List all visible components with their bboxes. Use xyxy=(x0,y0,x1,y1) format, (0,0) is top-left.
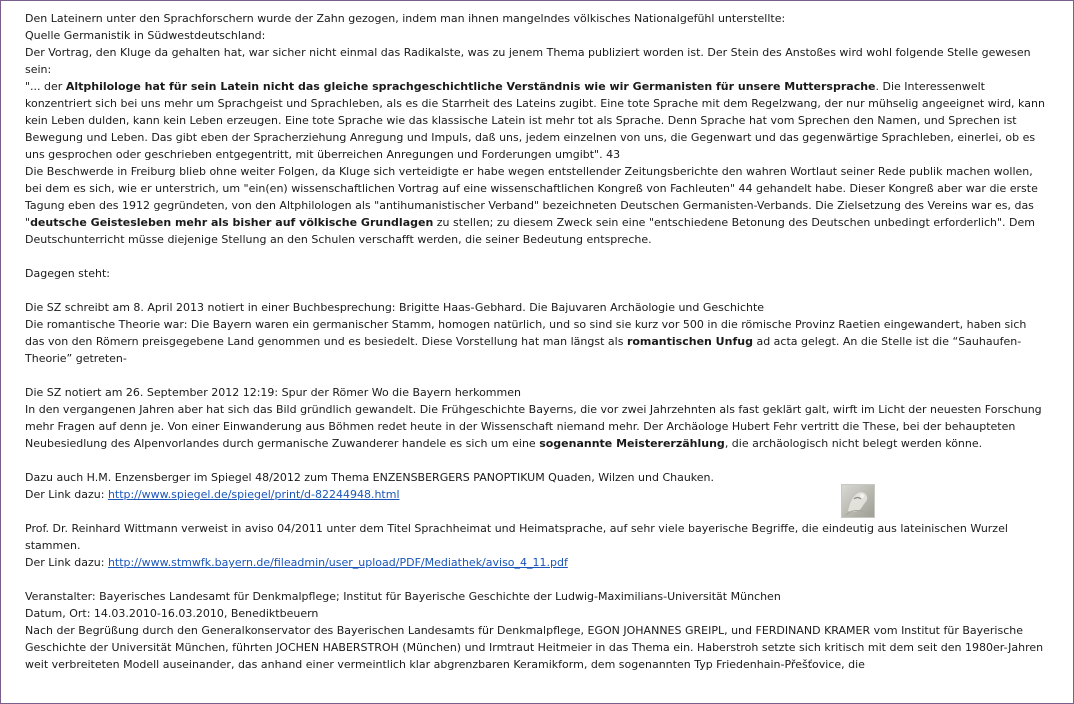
spacer xyxy=(25,571,1047,588)
bold-phrase: sogenannte Meistererzählung xyxy=(539,437,725,450)
text-paragraph: Nach der Begrüßung durch den Generalkonservator des Bayerischen Landesamts für Denkmalpflege, EGON JOHANNES GREIPL, und FERDINAND KRAMER vom Institut für Bayerische Geschichte der Universität München, führten JOCHEN HABERSTROH (München) und Irmtraut Heitmeier in das Thema ein. Haberstroh setzte sich kritisch mit dem seit den 1980er-Jahren weit verbreiteten Modell auseinander, das anhand einer vermeintlich klar abgrenzbaren Keramikform, dem sogenannten Typ Friedenhain-Přešťovice, die xyxy=(25,624,1044,671)
link-line: Der Link dazu: http://www.spiegel.de/spiegel/print/d-82244948.html xyxy=(25,488,400,501)
text-line: Den Lateinern unter den Sprachforschern wurde der Zahn gezogen, indem man ihnen mangelndes völkisches Nationalgefühl unterstellte: xyxy=(25,12,786,25)
quote-paragraph: "... der Altphilologe hat für sein Latein nicht das gleiche sprachgeschichtliche Verständnis wie wir Germanisten für unsere Muttersprache. Die Interessenwelt konzentriert sich bei uns mehr um Sprachgeist und Sprachleben, als es die Starrheit des Lateins zugibt. Eine tote Sprache mit dem Regelzwang, der nur mühselig angeeignet wird, kann kein Leben dulden, kann kein Leben erzeugen. Eine tote Sprache wie das klassische Latein ist mehr tot als Sprache. Denn Sprache hat vom Sprechen den Namen, und Sprechen ist Bewegung und Leben. Das gibt eben der Spracherziehung Anregung und Impuls, daß uns, jedem einzelnen von uns, die Gegenwart und das gegenwärtige Sprachleben, einerlei, ob es uns gesprochen oder geschrieben entgegentritt, mit überreichen Anregungen und Forderungen umgibt". 43 xyxy=(25,80,1045,161)
bold-phrase: romantischen Unfug xyxy=(626,335,753,348)
spacer xyxy=(25,503,1047,520)
link-line: Der Link dazu: http://www.stmwfk.bayern.de/fileadmin/user_upload/PDF/Mediathek/aviso_4_11.pdf xyxy=(25,556,568,569)
document-body xyxy=(25,10,1047,673)
text-line: Veranstalter: Bayerisches Landesamt für Denkmalpflege; Institut für Bayerische Geschichte der Ludwig-Maximilians-Universität München xyxy=(25,590,781,603)
text-line: Dazu auch H.M. Enzensberger im Spiegel 48/2012 zum Thema ENZENSBERGERS PANOPTIKUM Quaden, Wilzen und Chauken. xyxy=(25,471,715,484)
text-line: Die SZ schreibt am 8. April 2013 notiert in einer Buchbesprechung: Brigitte Haas-Gebhard. Die Bajuvaren Archäologie und Geschichte xyxy=(25,301,765,314)
aviso-pdf-link[interactable]: http://www.stmwfk.bayern.de/fileadmin/user_upload/PDF/Mediathek/aviso_4_11.pdf xyxy=(107,556,568,569)
text-paragraph: Prof. Dr. Reinhard Wittmann verweist in aviso 04/2011 unter dem Titel Sprachheimat und Heimatsprache, auf sehr viele bayerische Begriffe, die eindeutig aus lateinischen Wurzel stammen. xyxy=(25,522,1008,552)
relief-sculpture-icon xyxy=(841,484,875,518)
text-paragraph: Der Vortrag, den Kluge da gehalten hat, war sicher nicht einmal das Radikalste, was zu jenem Thema publiziert worden ist. Der Stein des Anstoßes wird wohl folgende Stelle gewesen sein: xyxy=(25,46,1031,76)
text-line: Datum, Ort: 14.03.2010-16.03.2010, Benediktbeuern xyxy=(25,607,319,620)
spacer xyxy=(25,452,1047,469)
text-line: Quelle Germanistik in Südwestdeutschland: xyxy=(25,29,266,42)
text-paragraph: Die romantische Theorie war: Die Bayern waren ein germanischer Stamm, homogen natürlich, und so sind sie kurz vor 500 in die römische Provinz Raetien eingewandert, haben sich das von den Römern preisgegebene Land genommen und es besiedelt. Diese Vorstellung hat man längst als romantischen Unfug ad acta gelegt. An die Stelle ist die “Sauhaufen-Theorie” getreten- xyxy=(25,318,1027,365)
spacer xyxy=(25,367,1047,384)
bold-phrase: deutsche Geistesleben mehr als bisher auf völkische Grundlagen xyxy=(30,216,434,229)
text-paragraph: Die Beschwerde in Freiburg blieb ohne weiter Folgen, da Kluge sich verteidigte er habe wegen entstellender Zeitungsberichte den wahren Wortlaut seiner Rede publik machen wollen, bei dem es sich, wie er unterstrich, um "ein(en) wissenschaftlichen Vortrag auf eine wissenschaftlichen Kongreß von Fachleuten" 44 gehandelt habe. Dieser Kongreß aber war die erste Tagung eben des 1912 gegründeten, von den Altphilologen als "antihumanistischer Verband" bezeichneten Deutschen Germanisten-Verbands. Die Zielsetzung des Vereins war es, das "deutsche Geistesleben mehr als bisher auf völkische Grundlagen zu stellen; zu diesem Zweck sein eine "entschiedene Betonung des Deutschen unbedingt erforderlich". Dem Deutschunterricht müsse diejenige Stellung an den Schulen verschafft werden, die seiner Bedeutung entspreche. xyxy=(25,165,1038,246)
relief-sculpture-graphic xyxy=(842,485,874,517)
text-line: Die SZ notiert am 26. September 2012 12:19: Spur der Römer Wo die Bayern herkommen xyxy=(25,386,521,399)
text-paragraph: In den vergangenen Jahren aber hat sich das Bild gründlich gewandelt. Die Frühgeschichte Bayerns, die vor zwei Jahrzehnten als fast geklärt galt, wirft im Licht der neuesten Forschung mehr Fragen auf denn je. Von einer Einwanderung aus Böhmen redet heute in der Wissenschaft niemand mehr. Der Archäologe Hubert Fehr vertritt die These, bei der behaupteten Neubesiedlung des Alpenvorlandes durch germanische Zuwanderer handele es sich um eine sogenannte Meistererzählung, die archäologisch nicht belegt werden könne. xyxy=(25,403,1042,450)
spacer xyxy=(25,248,1047,265)
bold-phrase: Altphilologe hat für sein Latein nicht das gleiche sprachgeschichtliche Verständnis wie wir Germanisten für unsere Muttersprache xyxy=(65,80,876,93)
text-line: Dagegen steht: xyxy=(25,267,110,280)
spiegel-link[interactable]: http://www.spiegel.de/spiegel/print/d-82244948.html xyxy=(107,488,400,501)
spacer xyxy=(25,282,1047,299)
